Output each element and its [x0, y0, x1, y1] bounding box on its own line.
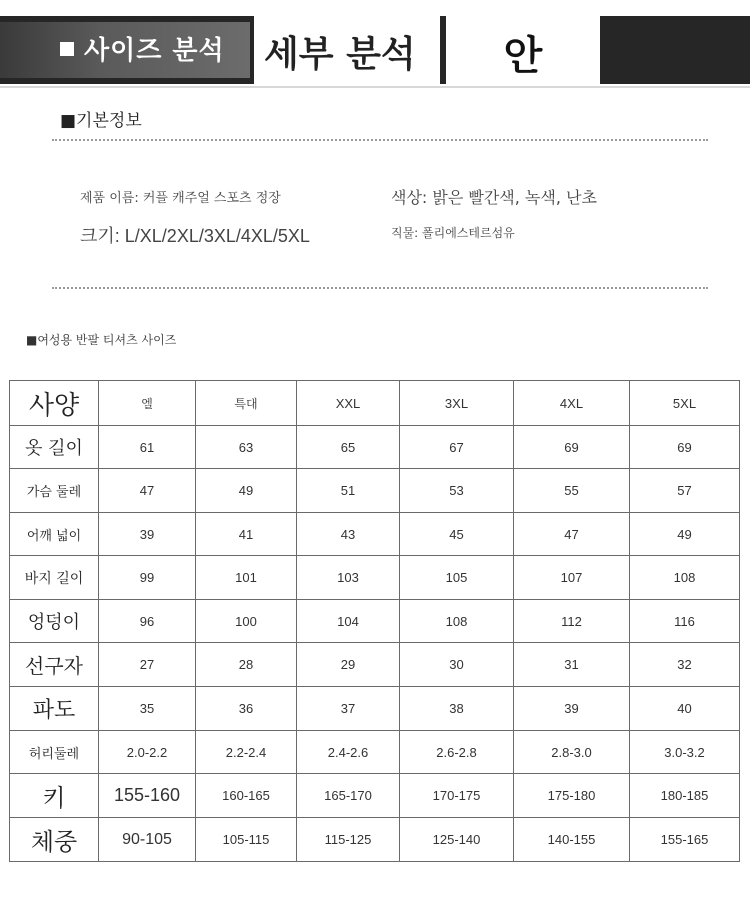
table-cell: 108	[400, 600, 514, 643]
product-name-text: 제품 이름: 커플 캐주얼 스포츠 정장	[80, 191, 281, 206]
banner-title-right: 안	[503, 33, 543, 79]
banner-title-size-analysis	[60, 30, 225, 67]
table-cell: 2.0-2.2	[99, 731, 196, 774]
table-cell: 180-185	[630, 774, 740, 818]
square-bullet-icon	[60, 42, 74, 56]
table-cell: 115-125	[297, 818, 400, 862]
row-label: 엉덩이	[10, 600, 99, 643]
table-row	[10, 469, 740, 513]
table-cell: 45	[400, 513, 514, 556]
material-text: 직물: 폴리에스테르섬유	[391, 226, 515, 240]
table-cell: 29	[297, 643, 400, 687]
table-cell: 31	[514, 643, 630, 687]
table-cell: 37	[297, 687, 400, 731]
row-label: 파도	[10, 687, 99, 731]
table-cell: 100	[196, 600, 297, 643]
header-cell-spec: 사양	[10, 381, 99, 426]
table-cell: 3.0-3.2	[630, 731, 740, 774]
table-cell: 36	[196, 687, 297, 731]
header-cell-size: XXL	[297, 381, 400, 426]
header-cell-size: 5XL	[630, 381, 740, 426]
header-cell-size: 특대	[196, 381, 297, 426]
table-row	[10, 774, 740, 818]
table-cell: 96	[99, 600, 196, 643]
table-cell: 57	[630, 469, 740, 513]
size-text: 크기: L/XL/2XL/3XL/4XL/5XL	[80, 226, 310, 246]
table-cell: 51	[297, 469, 400, 513]
table-cell: 116	[630, 600, 740, 643]
table-cell: 27	[99, 643, 196, 687]
row-label: 허리둘레	[10, 731, 99, 774]
table-cell: 39	[514, 687, 630, 731]
table-cell: 28	[196, 643, 297, 687]
table-cell: 49	[196, 469, 297, 513]
header-banner	[0, 16, 750, 84]
table-row	[10, 818, 740, 862]
table-cell: 65	[297, 426, 400, 469]
table-cell: 69	[630, 426, 740, 469]
table-cell: 160-165	[196, 774, 297, 818]
table-cell: 40	[630, 687, 740, 731]
table-cell: 61	[99, 426, 196, 469]
color-text: 색상: 밝은 빨간색, 녹색, 난초	[391, 188, 597, 207]
table-cell: 43	[297, 513, 400, 556]
table-cell: 99	[99, 556, 196, 600]
table-cell: 2.8-3.0	[514, 731, 630, 774]
table-cell: 53	[400, 469, 514, 513]
table-cell: 108	[630, 556, 740, 600]
table-cell: 69	[514, 426, 630, 469]
header-cell-size: 4XL	[514, 381, 630, 426]
table-header-row	[10, 381, 740, 426]
table-cell: 47	[99, 469, 196, 513]
table-cell: 32	[630, 643, 740, 687]
banner-title-detail-analysis: 세부 분석	[264, 34, 416, 75]
table-cell: 170-175	[400, 774, 514, 818]
table-row	[10, 731, 740, 774]
table-cell: 175-180	[514, 774, 630, 818]
header-cell-size: 3XL	[400, 381, 514, 426]
table-row	[10, 556, 740, 600]
dotted-divider-bottom	[52, 287, 708, 289]
table-row	[10, 643, 740, 687]
table-cell: 90-105	[99, 818, 196, 862]
table-cell: 39	[99, 513, 196, 556]
table-row	[10, 687, 740, 731]
row-label: 선구자	[10, 643, 99, 687]
table-cell: 125-140	[400, 818, 514, 862]
banner-underline	[0, 86, 750, 88]
table-cell: 104	[297, 600, 400, 643]
table-cell: 107	[514, 556, 630, 600]
table-cell: 38	[400, 687, 514, 731]
table-cell: 2.6-2.8	[400, 731, 514, 774]
row-label: 키	[10, 774, 99, 818]
table-cell: 49	[630, 513, 740, 556]
table-cell: 35	[99, 687, 196, 731]
table-cell: 105-115	[196, 818, 297, 862]
table-cell: 63	[196, 426, 297, 469]
table-row	[10, 513, 740, 556]
table-cell: 165-170	[297, 774, 400, 818]
row-label: 가슴 둘레	[10, 469, 99, 513]
table-cell: 155-160	[99, 774, 196, 818]
row-label: 바지 길이	[10, 556, 99, 600]
table-cell: 2.4-2.6	[297, 731, 400, 774]
table-cell: 2.2-2.4	[196, 731, 297, 774]
table-cell: 112	[514, 600, 630, 643]
table-row	[10, 600, 740, 643]
table-cell: 67	[400, 426, 514, 469]
banner-title-left-text: 사이즈 분석	[84, 36, 225, 66]
table-cell: 101	[196, 556, 297, 600]
row-label: 옷 길이	[10, 426, 99, 469]
table-cell: 41	[196, 513, 297, 556]
size-table	[9, 380, 740, 862]
header-cell-size: 엘	[99, 381, 196, 426]
table-cell: 30	[400, 643, 514, 687]
table-cell: 155-165	[630, 818, 740, 862]
table-cell: 103	[297, 556, 400, 600]
table-cell: 140-155	[514, 818, 630, 862]
table-cell: 55	[514, 469, 630, 513]
size-table-heading: ■여성용 반팔 티셔츠 사이즈	[26, 333, 177, 347]
row-label: 어깨 넓이	[10, 513, 99, 556]
row-label: 체중	[10, 818, 99, 862]
section-heading-basic-info: ■기본정보	[60, 111, 142, 131]
table-cell: 47	[514, 513, 630, 556]
table-cell: 105	[400, 556, 514, 600]
dotted-divider-top	[52, 139, 708, 141]
table-row	[10, 426, 740, 469]
